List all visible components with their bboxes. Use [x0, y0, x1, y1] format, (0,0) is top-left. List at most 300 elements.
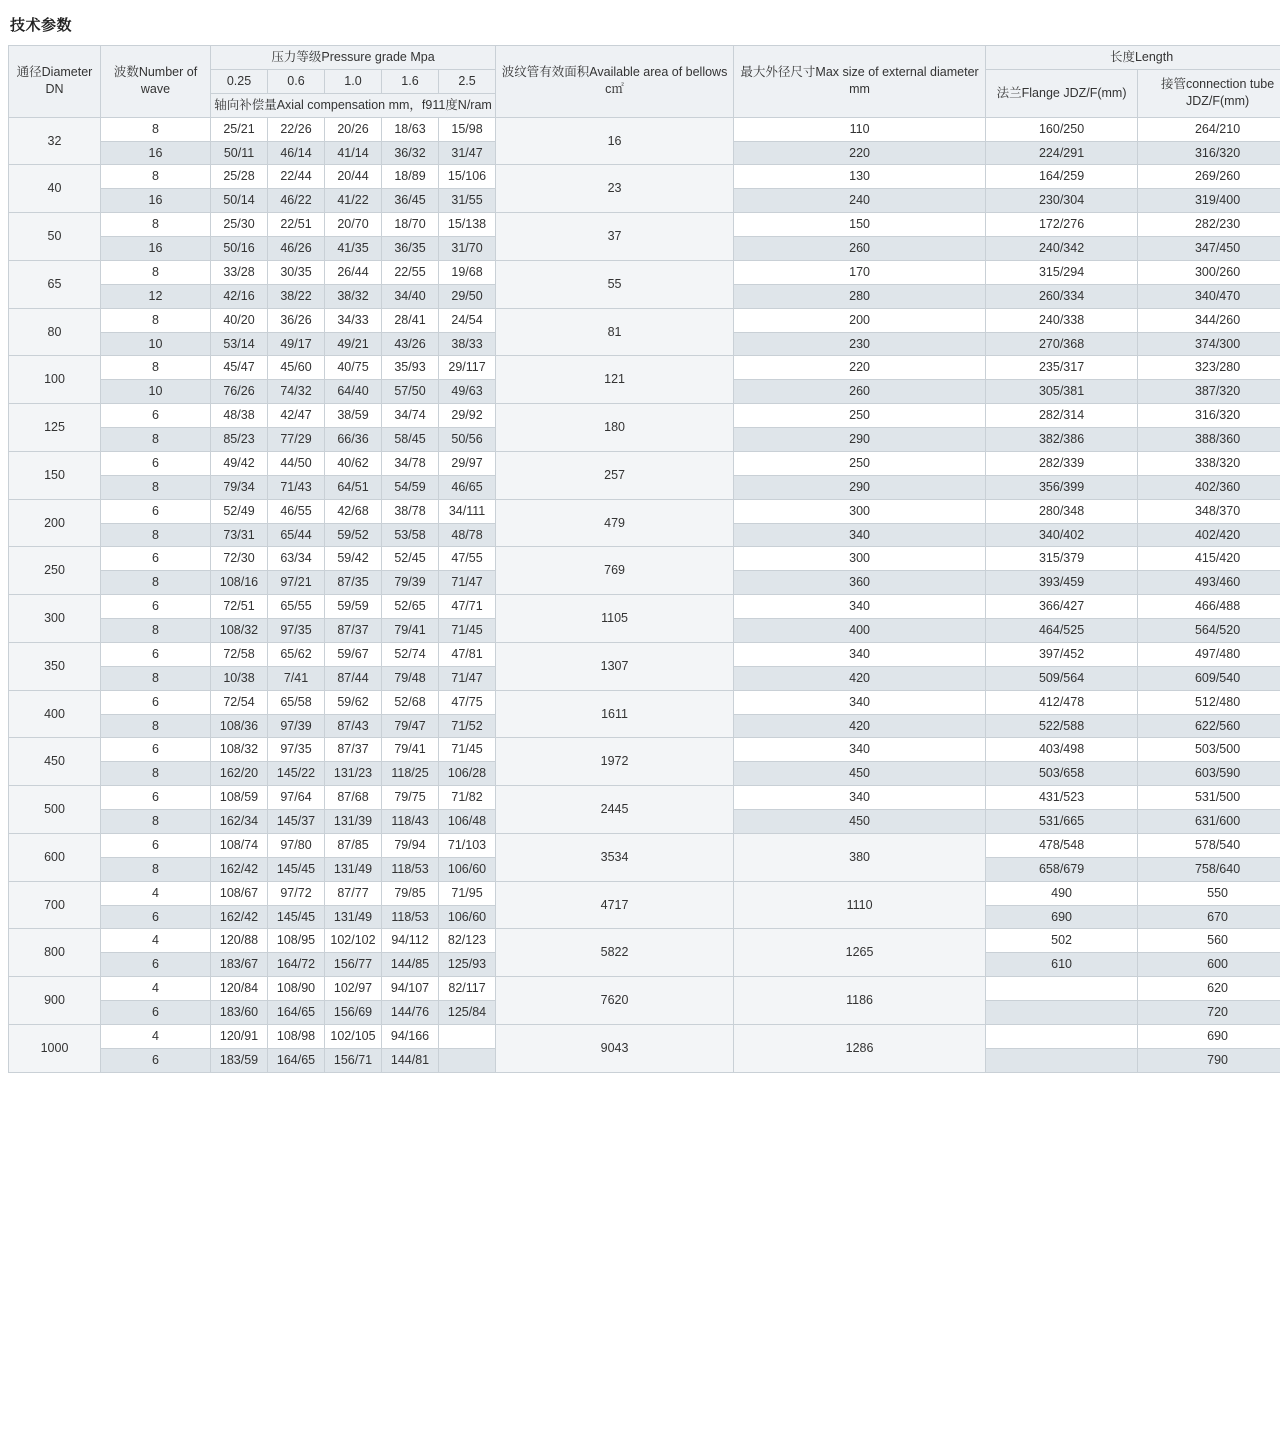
cell-axial-compensation: 18/63 [382, 117, 439, 141]
cell-axial-compensation: 118/53 [382, 857, 439, 881]
cell-axial-compensation: 48/78 [439, 523, 496, 547]
cell-connection-tube-length: 560 [1138, 929, 1280, 953]
header-diameter: 通径Diameter DN [9, 46, 101, 118]
cell-diameter: 900 [9, 977, 101, 1025]
cell-connection-tube-length: 493/460 [1138, 571, 1280, 595]
cell-axial-compensation: 47/75 [439, 690, 496, 714]
table-row [9, 929, 1280, 953]
header-max-external-diameter: 最大外径尺寸Max size of external diameter mm [734, 46, 986, 118]
cell-max-external-diameter: 170 [734, 260, 986, 284]
cell-axial-compensation: 73/31 [211, 523, 268, 547]
cell-wave-number: 6 [101, 786, 211, 810]
cell-available-area: 23 [496, 165, 734, 213]
header-row-1 [9, 46, 1280, 70]
cell-flange-length: 690 [986, 905, 1138, 929]
cell-wave-number: 6 [101, 595, 211, 619]
cell-axial-compensation: 106/60 [439, 905, 496, 929]
cell-max-external-diameter: 340 [734, 690, 986, 714]
header-pressure-0-6: 0.6 [268, 69, 325, 93]
cell-axial-compensation: 97/64 [268, 786, 325, 810]
cell-axial-compensation: 71/82 [439, 786, 496, 810]
cell-axial-compensation: 20/70 [325, 213, 382, 237]
cell-flange-length: 366/427 [986, 595, 1138, 619]
cell-flange-length: 230/304 [986, 189, 1138, 213]
table-body [9, 117, 1280, 1072]
cell-axial-compensation: 102/105 [325, 1024, 382, 1048]
cell-axial-compensation: 164/65 [268, 1048, 325, 1072]
cell-connection-tube-length: 790 [1138, 1048, 1280, 1072]
table-row [9, 547, 1280, 571]
cell-axial-compensation: 40/62 [325, 451, 382, 475]
cell-axial-compensation: 106/48 [439, 810, 496, 834]
cell-diameter: 800 [9, 929, 101, 977]
cell-axial-compensation: 29/50 [439, 284, 496, 308]
header-length: 长度Length [986, 46, 1280, 70]
cell-connection-tube-length: 620 [1138, 977, 1280, 1001]
cell-axial-compensation: 108/67 [211, 881, 268, 905]
cell-axial-compensation: 87/44 [325, 666, 382, 690]
cell-axial-compensation: 46/65 [439, 475, 496, 499]
cell-axial-compensation: 131/49 [325, 905, 382, 929]
cell-axial-compensation: 18/70 [382, 213, 439, 237]
table-row [9, 833, 1280, 857]
cell-connection-tube-length: 402/360 [1138, 475, 1280, 499]
cell-axial-compensation: 22/26 [268, 117, 325, 141]
table-row [9, 499, 1280, 523]
cell-axial-compensation: 25/30 [211, 213, 268, 237]
cell-axial-compensation: 108/59 [211, 786, 268, 810]
cell-flange-length: 315/379 [986, 547, 1138, 571]
cell-axial-compensation: 41/35 [325, 237, 382, 261]
cell-available-area: 4717 [496, 881, 734, 929]
cell-axial-compensation: 53/14 [211, 332, 268, 356]
table-row [9, 738, 1280, 762]
cell-wave-number: 8 [101, 428, 211, 452]
table-row [9, 213, 1280, 237]
cell-axial-compensation: 59/62 [325, 690, 382, 714]
cell-axial-compensation: 34/33 [325, 308, 382, 332]
cell-wave-number: 8 [101, 714, 211, 738]
cell-max-external-diameter: 240 [734, 189, 986, 213]
cell-axial-compensation: 15/138 [439, 213, 496, 237]
cell-axial-compensation: 34/78 [382, 451, 439, 475]
cell-wave-number: 6 [101, 690, 211, 714]
table-row [9, 977, 1280, 1001]
cell-wave-number: 8 [101, 810, 211, 834]
cell-flange-length: 160/250 [986, 117, 1138, 141]
cell-connection-tube-length: 340/470 [1138, 284, 1280, 308]
cell-max-external-diameter: 130 [734, 165, 986, 189]
cell-axial-compensation: 131/49 [325, 857, 382, 881]
cell-diameter: 450 [9, 738, 101, 786]
cell-axial-compensation: 34/40 [382, 284, 439, 308]
cell-flange-length: 531/665 [986, 810, 1138, 834]
cell-max-external-diameter: 360 [734, 571, 986, 595]
cell-axial-compensation: 120/84 [211, 977, 268, 1001]
cell-axial-compensation: 49/21 [325, 332, 382, 356]
cell-flange-length: 403/498 [986, 738, 1138, 762]
cell-flange-length: 502 [986, 929, 1138, 953]
cell-available-area: 37 [496, 213, 734, 261]
cell-wave-number: 16 [101, 141, 211, 165]
header-pressure-0-25: 0.25 [211, 69, 268, 93]
cell-axial-compensation: 79/85 [382, 881, 439, 905]
cell-connection-tube-length: 264/210 [1138, 117, 1280, 141]
table-row [9, 308, 1280, 332]
cell-axial-compensation: 22/51 [268, 213, 325, 237]
cell-wave-number: 12 [101, 284, 211, 308]
cell-axial-compensation: 24/54 [439, 308, 496, 332]
cell-axial-compensation: 144/76 [382, 1001, 439, 1025]
cell-max-external-diameter: 110 [734, 117, 986, 141]
cell-max-external-diameter: 340 [734, 786, 986, 810]
cell-axial-compensation: 22/44 [268, 165, 325, 189]
cell-wave-number: 6 [101, 642, 211, 666]
cell-flange-length: 224/291 [986, 141, 1138, 165]
cell-wave-number: 6 [101, 451, 211, 475]
cell-available-area: 81 [496, 308, 734, 356]
table-row [9, 404, 1280, 428]
page-title: 技术参数 [10, 17, 73, 34]
cell-axial-compensation: 38/78 [382, 499, 439, 523]
cell-available-area: 180 [496, 404, 734, 452]
cell-axial-compensation: 49/42 [211, 451, 268, 475]
cell-connection-tube-length: 388/360 [1138, 428, 1280, 452]
cell-available-area: 55 [496, 260, 734, 308]
cell-axial-compensation: 156/71 [325, 1048, 382, 1072]
cell-axial-compensation: 48/38 [211, 404, 268, 428]
cell-axial-compensation: 40/20 [211, 308, 268, 332]
cell-flange-length: 315/294 [986, 260, 1138, 284]
cell-available-area: 5822 [496, 929, 734, 977]
cell-axial-compensation: 34/111 [439, 499, 496, 523]
table-row [9, 642, 1280, 666]
cell-axial-compensation: 72/58 [211, 642, 268, 666]
cell-axial-compensation [439, 1024, 496, 1048]
cell-axial-compensation: 120/91 [211, 1024, 268, 1048]
cell-axial-compensation: 30/35 [268, 260, 325, 284]
cell-flange-length: 282/339 [986, 451, 1138, 475]
cell-axial-compensation: 36/35 [382, 237, 439, 261]
cell-connection-tube-length: 670 [1138, 905, 1280, 929]
cell-axial-compensation: 79/41 [382, 738, 439, 762]
cell-axial-compensation: 97/80 [268, 833, 325, 857]
cell-axial-compensation: 94/107 [382, 977, 439, 1001]
header-axial-compensation: 轴向补偿量Axial compensation mm，f911度N/ram [211, 93, 496, 117]
cell-axial-compensation: 25/21 [211, 117, 268, 141]
cell-max-external-diameter: 300 [734, 547, 986, 571]
cell-max-external-diameter: 1186 [734, 977, 986, 1025]
cell-flange-length: 270/368 [986, 332, 1138, 356]
cell-max-external-diameter: 230 [734, 332, 986, 356]
cell-axial-compensation: 26/44 [325, 260, 382, 284]
cell-axial-compensation: 125/93 [439, 953, 496, 977]
cell-axial-compensation: 15/98 [439, 117, 496, 141]
cell-axial-compensation: 102/102 [325, 929, 382, 953]
cell-max-external-diameter: 260 [734, 380, 986, 404]
cell-axial-compensation: 42/16 [211, 284, 268, 308]
cell-axial-compensation: 97/72 [268, 881, 325, 905]
cell-max-external-diameter: 220 [734, 141, 986, 165]
cell-available-area: 479 [496, 499, 734, 547]
cell-axial-compensation: 25/28 [211, 165, 268, 189]
cell-available-area: 1105 [496, 595, 734, 643]
cell-wave-number: 8 [101, 857, 211, 881]
cell-axial-compensation: 87/85 [325, 833, 382, 857]
cell-diameter: 250 [9, 547, 101, 595]
cell-axial-compensation: 47/81 [439, 642, 496, 666]
cell-flange-length: 164/259 [986, 165, 1138, 189]
cell-diameter: 700 [9, 881, 101, 929]
cell-axial-compensation: 79/34 [211, 475, 268, 499]
cell-axial-compensation: 34/74 [382, 404, 439, 428]
cell-diameter: 65 [9, 260, 101, 308]
cell-max-external-diameter: 250 [734, 451, 986, 475]
cell-max-external-diameter: 340 [734, 595, 986, 619]
cell-available-area: 2445 [496, 786, 734, 834]
header-pressure-1-0: 1.0 [325, 69, 382, 93]
cell-axial-compensation: 59/52 [325, 523, 382, 547]
cell-flange-length: 464/525 [986, 619, 1138, 643]
cell-wave-number: 6 [101, 547, 211, 571]
cell-diameter: 1000 [9, 1024, 101, 1072]
cell-axial-compensation: 71/103 [439, 833, 496, 857]
cell-axial-compensation: 49/63 [439, 380, 496, 404]
cell-diameter: 80 [9, 308, 101, 356]
cell-flange-length: 610 [986, 953, 1138, 977]
cell-axial-compensation: 106/60 [439, 857, 496, 881]
cell-axial-compensation: 79/75 [382, 786, 439, 810]
cell-max-external-diameter: 420 [734, 714, 986, 738]
cell-flange-length: 412/478 [986, 690, 1138, 714]
cell-axial-compensation: 97/35 [268, 738, 325, 762]
cell-available-area: 121 [496, 356, 734, 404]
cell-connection-tube-length: 300/260 [1138, 260, 1280, 284]
cell-axial-compensation: 65/55 [268, 595, 325, 619]
cell-axial-compensation: 131/23 [325, 762, 382, 786]
cell-axial-compensation: 33/28 [211, 260, 268, 284]
cell-axial-compensation: 79/39 [382, 571, 439, 595]
cell-axial-compensation: 59/42 [325, 547, 382, 571]
cell-axial-compensation: 82/117 [439, 977, 496, 1001]
cell-wave-number: 16 [101, 237, 211, 261]
cell-connection-tube-length: 603/590 [1138, 762, 1280, 786]
cell-axial-compensation: 77/29 [268, 428, 325, 452]
header-available-area: 波纹管有效面积Available area of bellows c㎡ [496, 46, 734, 118]
cell-connection-tube-length: 374/300 [1138, 332, 1280, 356]
cell-max-external-diameter: 340 [734, 642, 986, 666]
cell-flange-length: 478/548 [986, 833, 1138, 857]
cell-axial-compensation: 52/74 [382, 642, 439, 666]
cell-axial-compensation: 162/20 [211, 762, 268, 786]
cell-connection-tube-length: 387/320 [1138, 380, 1280, 404]
cell-max-external-diameter: 290 [734, 428, 986, 452]
cell-axial-compensation: 10/38 [211, 666, 268, 690]
cell-axial-compensation: 72/54 [211, 690, 268, 714]
cell-max-external-diameter: 420 [734, 666, 986, 690]
cell-wave-number: 8 [101, 571, 211, 595]
cell-axial-compensation: 65/58 [268, 690, 325, 714]
cell-axial-compensation: 43/26 [382, 332, 439, 356]
cell-max-external-diameter: 340 [734, 523, 986, 547]
cell-diameter: 125 [9, 404, 101, 452]
cell-axial-compensation: 47/55 [439, 547, 496, 571]
cell-connection-tube-length: 564/520 [1138, 619, 1280, 643]
cell-flange-length [986, 1048, 1138, 1072]
cell-wave-number: 6 [101, 905, 211, 929]
cell-axial-compensation: 42/68 [325, 499, 382, 523]
cell-axial-compensation: 108/36 [211, 714, 268, 738]
cell-axial-compensation: 87/35 [325, 571, 382, 595]
cell-axial-compensation: 47/71 [439, 595, 496, 619]
cell-axial-compensation: 120/88 [211, 929, 268, 953]
cell-flange-length: 240/342 [986, 237, 1138, 261]
cell-flange-length: 356/399 [986, 475, 1138, 499]
cell-axial-compensation: 71/43 [268, 475, 325, 499]
cell-axial-compensation: 183/67 [211, 953, 268, 977]
cell-available-area: 7620 [496, 977, 734, 1025]
cell-connection-tube-length: 503/500 [1138, 738, 1280, 762]
cell-axial-compensation: 31/70 [439, 237, 496, 261]
cell-axial-compensation: 162/34 [211, 810, 268, 834]
table-header [9, 46, 1280, 118]
cell-axial-compensation: 52/45 [382, 547, 439, 571]
cell-axial-compensation: 87/68 [325, 786, 382, 810]
table-row [9, 117, 1280, 141]
cell-max-external-diameter: 260 [734, 237, 986, 261]
cell-axial-compensation: 44/50 [268, 451, 325, 475]
cell-flange-length: 172/276 [986, 213, 1138, 237]
cell-axial-compensation: 50/14 [211, 189, 268, 213]
cell-axial-compensation: 118/43 [382, 810, 439, 834]
cell-axial-compensation: 59/59 [325, 595, 382, 619]
cell-wave-number: 8 [101, 165, 211, 189]
cell-axial-compensation: 52/68 [382, 690, 439, 714]
table-row [9, 260, 1280, 284]
cell-connection-tube-length: 316/320 [1138, 141, 1280, 165]
cell-axial-compensation: 15/106 [439, 165, 496, 189]
cell-axial-compensation: 71/45 [439, 738, 496, 762]
cell-axial-compensation: 87/37 [325, 619, 382, 643]
cell-connection-tube-length: 319/400 [1138, 189, 1280, 213]
cell-connection-tube-length: 578/540 [1138, 833, 1280, 857]
cell-axial-compensation: 18/89 [382, 165, 439, 189]
cell-axial-compensation: 145/45 [268, 857, 325, 881]
cell-axial-compensation: 50/11 [211, 141, 268, 165]
cell-available-area: 1972 [496, 738, 734, 786]
cell-diameter: 500 [9, 786, 101, 834]
cell-axial-compensation: 36/32 [382, 141, 439, 165]
cell-axial-compensation: 102/97 [325, 977, 382, 1001]
cell-axial-compensation: 97/35 [268, 619, 325, 643]
cell-axial-compensation: 46/26 [268, 237, 325, 261]
cell-connection-tube-length: 282/230 [1138, 213, 1280, 237]
cell-flange-length: 240/338 [986, 308, 1138, 332]
cell-axial-compensation: 19/68 [439, 260, 496, 284]
table-row [9, 451, 1280, 475]
cell-axial-compensation: 31/55 [439, 189, 496, 213]
cell-axial-compensation: 50/56 [439, 428, 496, 452]
cell-connection-tube-length: 550 [1138, 881, 1280, 905]
cell-diameter: 600 [9, 833, 101, 881]
cell-axial-compensation: 20/44 [325, 165, 382, 189]
header-pressure-grade: 压力等级Pressure grade Mpa [211, 46, 496, 70]
cell-axial-compensation: 38/59 [325, 404, 382, 428]
cell-flange-length: 382/386 [986, 428, 1138, 452]
cell-axial-compensation: 108/90 [268, 977, 325, 1001]
cell-flange-length: 522/588 [986, 714, 1138, 738]
cell-diameter: 300 [9, 595, 101, 643]
cell-wave-number: 10 [101, 332, 211, 356]
cell-flange-length: 509/564 [986, 666, 1138, 690]
cell-axial-compensation: 76/26 [211, 380, 268, 404]
cell-axial-compensation: 71/47 [439, 666, 496, 690]
header-wave: 波数Number of wave [101, 46, 211, 118]
header-pressure-1-6: 1.6 [382, 69, 439, 93]
cell-axial-compensation [439, 1048, 496, 1072]
cell-axial-compensation: 118/25 [382, 762, 439, 786]
cell-wave-number: 4 [101, 881, 211, 905]
cell-axial-compensation: 87/43 [325, 714, 382, 738]
cell-axial-compensation: 36/45 [382, 189, 439, 213]
table-row [9, 165, 1280, 189]
cell-wave-number: 4 [101, 1024, 211, 1048]
cell-connection-tube-length: 497/480 [1138, 642, 1280, 666]
cell-flange-length [986, 1024, 1138, 1048]
cell-connection-tube-length: 338/320 [1138, 451, 1280, 475]
cell-available-area: 3534 [496, 833, 734, 881]
cell-wave-number: 8 [101, 619, 211, 643]
cell-max-external-diameter: 1265 [734, 929, 986, 977]
cell-axial-compensation: 108/32 [211, 619, 268, 643]
cell-flange-length: 393/459 [986, 571, 1138, 595]
cell-connection-tube-length: 466/488 [1138, 595, 1280, 619]
cell-axial-compensation: 162/42 [211, 857, 268, 881]
cell-flange-length [986, 977, 1138, 1001]
table-row [9, 881, 1280, 905]
cell-wave-number: 6 [101, 833, 211, 857]
cell-wave-number: 8 [101, 523, 211, 547]
cell-diameter: 50 [9, 213, 101, 261]
cell-connection-tube-length: 609/540 [1138, 666, 1280, 690]
cell-flange-length: 431/523 [986, 786, 1138, 810]
cell-axial-compensation: 28/41 [382, 308, 439, 332]
cell-axial-compensation: 125/84 [439, 1001, 496, 1025]
cell-wave-number: 10 [101, 380, 211, 404]
cell-axial-compensation: 53/58 [382, 523, 439, 547]
cell-connection-tube-length: 344/260 [1138, 308, 1280, 332]
cell-flange-length [986, 1001, 1138, 1025]
cell-connection-tube-length: 720 [1138, 1001, 1280, 1025]
cell-wave-number: 8 [101, 213, 211, 237]
cell-diameter: 350 [9, 642, 101, 690]
cell-axial-compensation: 20/26 [325, 117, 382, 141]
cell-axial-compensation: 79/94 [382, 833, 439, 857]
cell-connection-tube-length: 269/260 [1138, 165, 1280, 189]
cell-axial-compensation: 59/67 [325, 642, 382, 666]
cell-axial-compensation: 58/45 [382, 428, 439, 452]
cell-axial-compensation: 156/77 [325, 953, 382, 977]
cell-max-external-diameter: 250 [734, 404, 986, 428]
cell-axial-compensation: 45/47 [211, 356, 268, 380]
cell-axial-compensation: 156/69 [325, 1001, 382, 1025]
cell-wave-number: 6 [101, 404, 211, 428]
cell-axial-compensation: 29/92 [439, 404, 496, 428]
cell-axial-compensation: 46/55 [268, 499, 325, 523]
cell-axial-compensation: 64/51 [325, 475, 382, 499]
cell-axial-compensation: 97/21 [268, 571, 325, 595]
cell-axial-compensation: 108/98 [268, 1024, 325, 1048]
